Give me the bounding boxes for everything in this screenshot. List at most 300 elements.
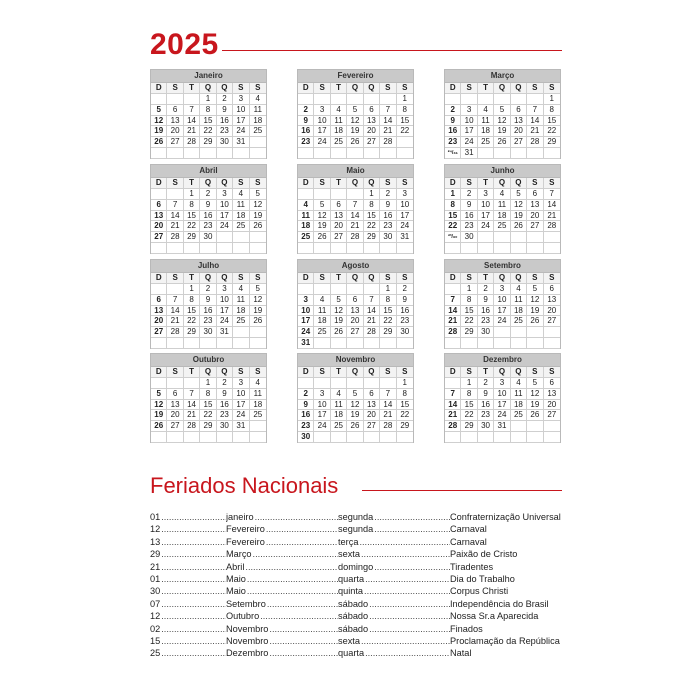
holiday-month: janeiro .....: [226, 511, 338, 523]
day-cell: 4: [331, 105, 347, 116]
day-cell: 12: [250, 295, 266, 306]
day-cell: 11: [331, 116, 347, 127]
day-cell: 14: [544, 200, 560, 211]
day-cell: 22: [184, 316, 200, 327]
empty-day-cell: [167, 148, 183, 159]
weekday-header: S: [461, 367, 477, 378]
weekday-header: D: [151, 273, 167, 284]
month-title: Fevereiro: [298, 70, 413, 83]
day-cell: 30: [217, 421, 233, 432]
weekday-header: Q: [347, 367, 363, 378]
day-cell: 30: [478, 327, 494, 338]
weekday-header: T: [331, 367, 347, 378]
weekday-header: Q: [511, 178, 527, 189]
holiday-name: Finados: [450, 623, 483, 634]
day-cell: 23: [478, 316, 494, 327]
day-cell: 26: [250, 316, 266, 327]
empty-day-cell: [298, 378, 314, 389]
month-day-grid: [298, 367, 413, 443]
weekday-header: Q: [511, 367, 527, 378]
day-cell: 17: [217, 211, 233, 222]
day-cell: 5: [527, 284, 543, 295]
holiday-name: Carnaval: [450, 536, 487, 547]
holiday-weekday: quarta .....: [338, 573, 450, 585]
empty-day-cell: [331, 148, 347, 159]
day-cell: 4: [511, 378, 527, 389]
day-cell: 6: [331, 200, 347, 211]
empty-day-cell: [397, 338, 413, 349]
empty-day-cell: [151, 148, 167, 159]
day-cell: 29: [380, 327, 396, 338]
day-cell: 21: [527, 126, 543, 137]
holiday-name: Independência do Brasil: [450, 598, 549, 609]
day-cell: 25: [250, 126, 266, 137]
holiday-name: Nossa Sr.a Aparecida: [450, 611, 539, 622]
day-cell: 17: [233, 400, 249, 411]
day-cell: 11: [233, 200, 249, 211]
holiday-row: [150, 548, 564, 560]
day-cell: 13: [151, 306, 167, 317]
day-cell: 30: [461, 232, 477, 243]
day-cell: 23: [298, 137, 314, 148]
day-cell: 1: [461, 284, 477, 295]
weekday-header: Q: [200, 83, 216, 94]
day-cell: 6: [511, 105, 527, 116]
day-cell: 26: [347, 421, 363, 432]
empty-day-cell: [167, 432, 183, 443]
empty-day-cell: [314, 338, 330, 349]
month-title: Julho: [151, 260, 266, 273]
weekday-header: T: [331, 83, 347, 94]
weekday-header: T: [478, 273, 494, 284]
day-cell: 18: [250, 400, 266, 411]
day-cell: 1: [397, 94, 413, 105]
day-cell: 17: [233, 116, 249, 127]
empty-day-cell: [511, 432, 527, 443]
day-cell: 22: [200, 126, 216, 137]
empty-day-cell: [397, 432, 413, 443]
empty-day-cell: [364, 338, 380, 349]
day-cell: 19: [511, 211, 527, 222]
holiday-day: 07 .....: [150, 598, 226, 610]
day-cell: 11: [314, 306, 330, 317]
month-title: Agosto: [298, 260, 413, 273]
empty-day-cell: [511, 232, 527, 243]
empty-day-cell: [364, 432, 380, 443]
empty-day-cell: [314, 148, 330, 159]
month-calendar: [444, 69, 561, 159]
day-cell: 7: [167, 200, 183, 211]
holiday-row: [150, 573, 564, 585]
day-cell: 23: [217, 126, 233, 137]
day-cell: 16: [200, 306, 216, 317]
month-day-grid: [298, 178, 413, 254]
weekday-header: Q: [364, 178, 380, 189]
month-calendar: [150, 69, 267, 159]
empty-day-cell: [250, 338, 266, 349]
day-cell: ²⁴/₃₁: [445, 148, 461, 159]
holiday-list: [150, 511, 564, 660]
empty-day-cell: [314, 432, 330, 443]
day-cell: 30: [380, 232, 396, 243]
empty-day-cell: [233, 243, 249, 254]
day-cell: 8: [544, 105, 560, 116]
weekday-header: S: [250, 367, 266, 378]
weekday-header: S: [380, 273, 396, 284]
day-cell: 21: [445, 410, 461, 421]
day-cell: 27: [151, 327, 167, 338]
weekday-header: Q: [200, 367, 216, 378]
day-cell: 23: [217, 410, 233, 421]
holidays-title-rule: [362, 490, 562, 491]
day-cell: 26: [347, 137, 363, 148]
day-cell: 1: [461, 378, 477, 389]
empty-day-cell: [184, 94, 200, 105]
day-cell: 22: [461, 410, 477, 421]
empty-day-cell: [380, 243, 396, 254]
day-cell: 18: [233, 211, 249, 222]
month-day-grid: [298, 273, 413, 349]
empty-day-cell: [494, 94, 510, 105]
empty-day-cell: [494, 232, 510, 243]
day-cell: 7: [445, 295, 461, 306]
empty-day-cell: [250, 327, 266, 338]
weekday-header: S: [167, 83, 183, 94]
day-cell: 11: [233, 295, 249, 306]
weekday-header: S: [397, 83, 413, 94]
holiday-day: 21 .....: [150, 561, 226, 573]
empty-day-cell: [167, 284, 183, 295]
day-cell: 27: [544, 410, 560, 421]
weekday-header: S: [233, 83, 249, 94]
day-cell: 10: [314, 400, 330, 411]
day-cell: 27: [527, 221, 543, 232]
day-cell: 26: [250, 221, 266, 232]
day-cell: 21: [347, 221, 363, 232]
empty-day-cell: [380, 432, 396, 443]
day-cell: 6: [544, 284, 560, 295]
weekday-header: S: [314, 367, 330, 378]
empty-day-cell: [461, 432, 477, 443]
day-cell: 10: [494, 389, 510, 400]
weekday-header: S: [233, 273, 249, 284]
day-cell: 28: [347, 232, 363, 243]
day-cell: 8: [200, 389, 216, 400]
day-cell: 18: [331, 126, 347, 137]
day-cell: 14: [167, 211, 183, 222]
empty-day-cell: [461, 243, 477, 254]
empty-day-cell: [151, 189, 167, 200]
day-cell: 28: [364, 327, 380, 338]
day-cell: 5: [250, 284, 266, 295]
day-cell: 15: [364, 211, 380, 222]
empty-day-cell: [184, 432, 200, 443]
empty-day-cell: [184, 338, 200, 349]
day-cell: 12: [250, 200, 266, 211]
empty-day-cell: [217, 338, 233, 349]
empty-day-cell: [347, 148, 363, 159]
day-cell: 29: [184, 327, 200, 338]
day-cell: 3: [397, 189, 413, 200]
weekday-header: Q: [217, 367, 233, 378]
holidays-header: [150, 472, 562, 502]
day-cell: 14: [364, 306, 380, 317]
day-cell: 14: [527, 116, 543, 127]
empty-day-cell: [200, 148, 216, 159]
empty-day-cell: [250, 432, 266, 443]
holiday-month: Março .....: [226, 548, 338, 560]
day-cell: 19: [151, 126, 167, 137]
day-cell: 9: [397, 295, 413, 306]
day-cell: 28: [527, 137, 543, 148]
day-cell: 3: [233, 378, 249, 389]
weekday-header: S: [380, 367, 396, 378]
empty-day-cell: [217, 243, 233, 254]
day-cell: 29: [200, 421, 216, 432]
day-cell: 7: [364, 295, 380, 306]
day-cell: 13: [527, 200, 543, 211]
day-cell: 25: [233, 221, 249, 232]
empty-day-cell: [544, 432, 560, 443]
month-calendar: [150, 353, 267, 443]
day-cell: 24: [397, 221, 413, 232]
day-cell: 20: [527, 211, 543, 222]
empty-day-cell: [544, 338, 560, 349]
day-cell: 7: [527, 105, 543, 116]
holiday-name: Proclamação da República: [450, 635, 560, 646]
empty-day-cell: [347, 378, 363, 389]
day-cell: 21: [184, 410, 200, 421]
day-cell: 13: [151, 211, 167, 222]
empty-day-cell: [314, 189, 330, 200]
day-cell: 12: [527, 389, 543, 400]
empty-day-cell: [331, 243, 347, 254]
empty-day-cell: [380, 94, 396, 105]
weekday-header: T: [331, 273, 347, 284]
empty-day-cell: [151, 94, 167, 105]
day-cell: 2: [445, 105, 461, 116]
day-cell: 6: [167, 105, 183, 116]
day-cell: 17: [397, 211, 413, 222]
empty-day-cell: [544, 327, 560, 338]
empty-day-cell: [511, 421, 527, 432]
day-cell: 27: [331, 232, 347, 243]
empty-day-cell: [151, 432, 167, 443]
month-title: Outubro: [151, 354, 266, 367]
empty-day-cell: [151, 338, 167, 349]
day-cell: 8: [397, 105, 413, 116]
empty-day-cell: [151, 284, 167, 295]
empty-day-cell: [347, 338, 363, 349]
weekday-header: S: [544, 273, 560, 284]
month-calendar: [444, 353, 561, 443]
weekday-header: S: [527, 273, 543, 284]
day-cell: 23: [200, 316, 216, 327]
month-day-grid: [445, 367, 560, 443]
weekday-header: S: [250, 83, 266, 94]
day-cell: 29: [397, 421, 413, 432]
day-cell: 24: [298, 327, 314, 338]
weekday-header: S: [397, 367, 413, 378]
day-cell: 13: [364, 400, 380, 411]
weekday-header: D: [445, 83, 461, 94]
weekday-header: Q: [511, 83, 527, 94]
day-cell: 13: [511, 116, 527, 127]
day-cell: 31: [494, 421, 510, 432]
weekday-header: T: [478, 178, 494, 189]
empty-day-cell: [380, 378, 396, 389]
day-cell: 5: [331, 295, 347, 306]
day-cell: 17: [494, 306, 510, 317]
empty-day-cell: [511, 148, 527, 159]
day-cell: 22: [397, 126, 413, 137]
empty-day-cell: [233, 432, 249, 443]
month-calendar: [444, 259, 561, 349]
day-cell: 4: [250, 378, 266, 389]
empty-day-cell: [184, 148, 200, 159]
empty-day-cell: [331, 94, 347, 105]
empty-day-cell: [331, 378, 347, 389]
empty-day-cell: [478, 232, 494, 243]
day-cell: 2: [461, 189, 477, 200]
day-cell: 18: [250, 116, 266, 127]
day-cell: 18: [511, 306, 527, 317]
day-cell: 7: [445, 389, 461, 400]
empty-day-cell: [544, 148, 560, 159]
day-cell: 12: [331, 306, 347, 317]
day-cell: 8: [461, 389, 477, 400]
holiday-day: 13 .....: [150, 536, 226, 548]
day-cell: 22: [200, 410, 216, 421]
day-cell: 31: [298, 338, 314, 349]
month-calendar: [444, 164, 561, 254]
day-cell: 1: [184, 189, 200, 200]
day-cell: 22: [364, 221, 380, 232]
day-cell: 14: [380, 116, 396, 127]
holiday-name: Tiradentes: [450, 561, 494, 572]
empty-day-cell: [494, 148, 510, 159]
day-cell: 3: [314, 105, 330, 116]
weekday-header: Q: [347, 178, 363, 189]
day-cell: 20: [364, 410, 380, 421]
day-cell: 2: [298, 389, 314, 400]
holiday-month: Maio .....: [226, 585, 338, 597]
day-cell: 11: [511, 389, 527, 400]
month-calendar: [297, 353, 414, 443]
day-cell: 19: [347, 126, 363, 137]
day-cell: 16: [217, 116, 233, 127]
day-cell: 20: [167, 410, 183, 421]
day-cell: 17: [314, 410, 330, 421]
empty-day-cell: [511, 243, 527, 254]
day-cell: 13: [331, 211, 347, 222]
day-cell: 19: [250, 306, 266, 317]
day-cell: 23: [380, 221, 396, 232]
empty-day-cell: [494, 432, 510, 443]
holiday-month: Dezembro .....: [226, 647, 338, 659]
empty-day-cell: [380, 148, 396, 159]
empty-day-cell: [397, 137, 413, 148]
empty-day-cell: [478, 148, 494, 159]
day-cell: 21: [167, 316, 183, 327]
empty-day-cell: [478, 243, 494, 254]
day-cell: 29: [184, 232, 200, 243]
day-cell: 28: [167, 232, 183, 243]
day-cell: 28: [184, 421, 200, 432]
day-cell: 16: [445, 126, 461, 137]
holiday-day: 25 .....: [150, 647, 226, 659]
empty-day-cell: [380, 338, 396, 349]
day-cell: 3: [314, 389, 330, 400]
holiday-weekday: segunda .....: [338, 523, 450, 535]
holiday-weekday: quinta .....: [338, 585, 450, 597]
day-cell: 31: [217, 327, 233, 338]
holiday-weekday: quarta .....: [338, 647, 450, 659]
month-day-grid: [298, 83, 413, 159]
day-cell: 10: [217, 295, 233, 306]
weekday-header: S: [314, 83, 330, 94]
day-cell: 8: [380, 295, 396, 306]
day-cell: 27: [347, 327, 363, 338]
day-cell: 31: [397, 232, 413, 243]
day-cell: 10: [314, 116, 330, 127]
day-cell: 9: [217, 105, 233, 116]
day-cell: 23: [478, 410, 494, 421]
empty-day-cell: [544, 421, 560, 432]
weekday-header: D: [151, 83, 167, 94]
empty-day-cell: [364, 94, 380, 105]
holiday-month: Maio .....: [226, 573, 338, 585]
empty-day-cell: [151, 243, 167, 254]
day-cell: 26: [151, 421, 167, 432]
day-cell: 11: [494, 200, 510, 211]
day-cell: 28: [544, 221, 560, 232]
holiday-day: 12 .....: [150, 523, 226, 535]
weekday-header: Q: [494, 367, 510, 378]
holiday-name: Paixão de Cristo: [450, 549, 518, 560]
empty-day-cell: [478, 94, 494, 105]
weekday-header: D: [298, 83, 314, 94]
day-cell: 28: [380, 421, 396, 432]
day-cell: 8: [364, 200, 380, 211]
day-cell: 26: [527, 410, 543, 421]
day-cell: 25: [250, 410, 266, 421]
day-cell: 18: [233, 306, 249, 317]
day-cell: 24: [461, 137, 477, 148]
weekday-header: T: [184, 178, 200, 189]
empty-day-cell: [527, 148, 543, 159]
month-calendar: [297, 69, 414, 159]
day-cell: 28: [445, 421, 461, 432]
day-cell: 11: [511, 295, 527, 306]
day-cell: 5: [347, 105, 363, 116]
day-cell: 5: [151, 389, 167, 400]
day-cell: 19: [527, 400, 543, 411]
weekday-header: S: [527, 178, 543, 189]
day-cell: 8: [397, 389, 413, 400]
empty-day-cell: [250, 137, 266, 148]
day-cell: 9: [380, 200, 396, 211]
empty-day-cell: [511, 94, 527, 105]
weekday-header: S: [380, 178, 396, 189]
day-cell: 22: [544, 126, 560, 137]
holiday-name: Corpus Christi: [450, 586, 509, 597]
day-cell: 26: [511, 221, 527, 232]
day-cell: 20: [544, 400, 560, 411]
month-day-grid: [445, 83, 560, 159]
empty-day-cell: [184, 243, 200, 254]
empty-day-cell: [167, 94, 183, 105]
